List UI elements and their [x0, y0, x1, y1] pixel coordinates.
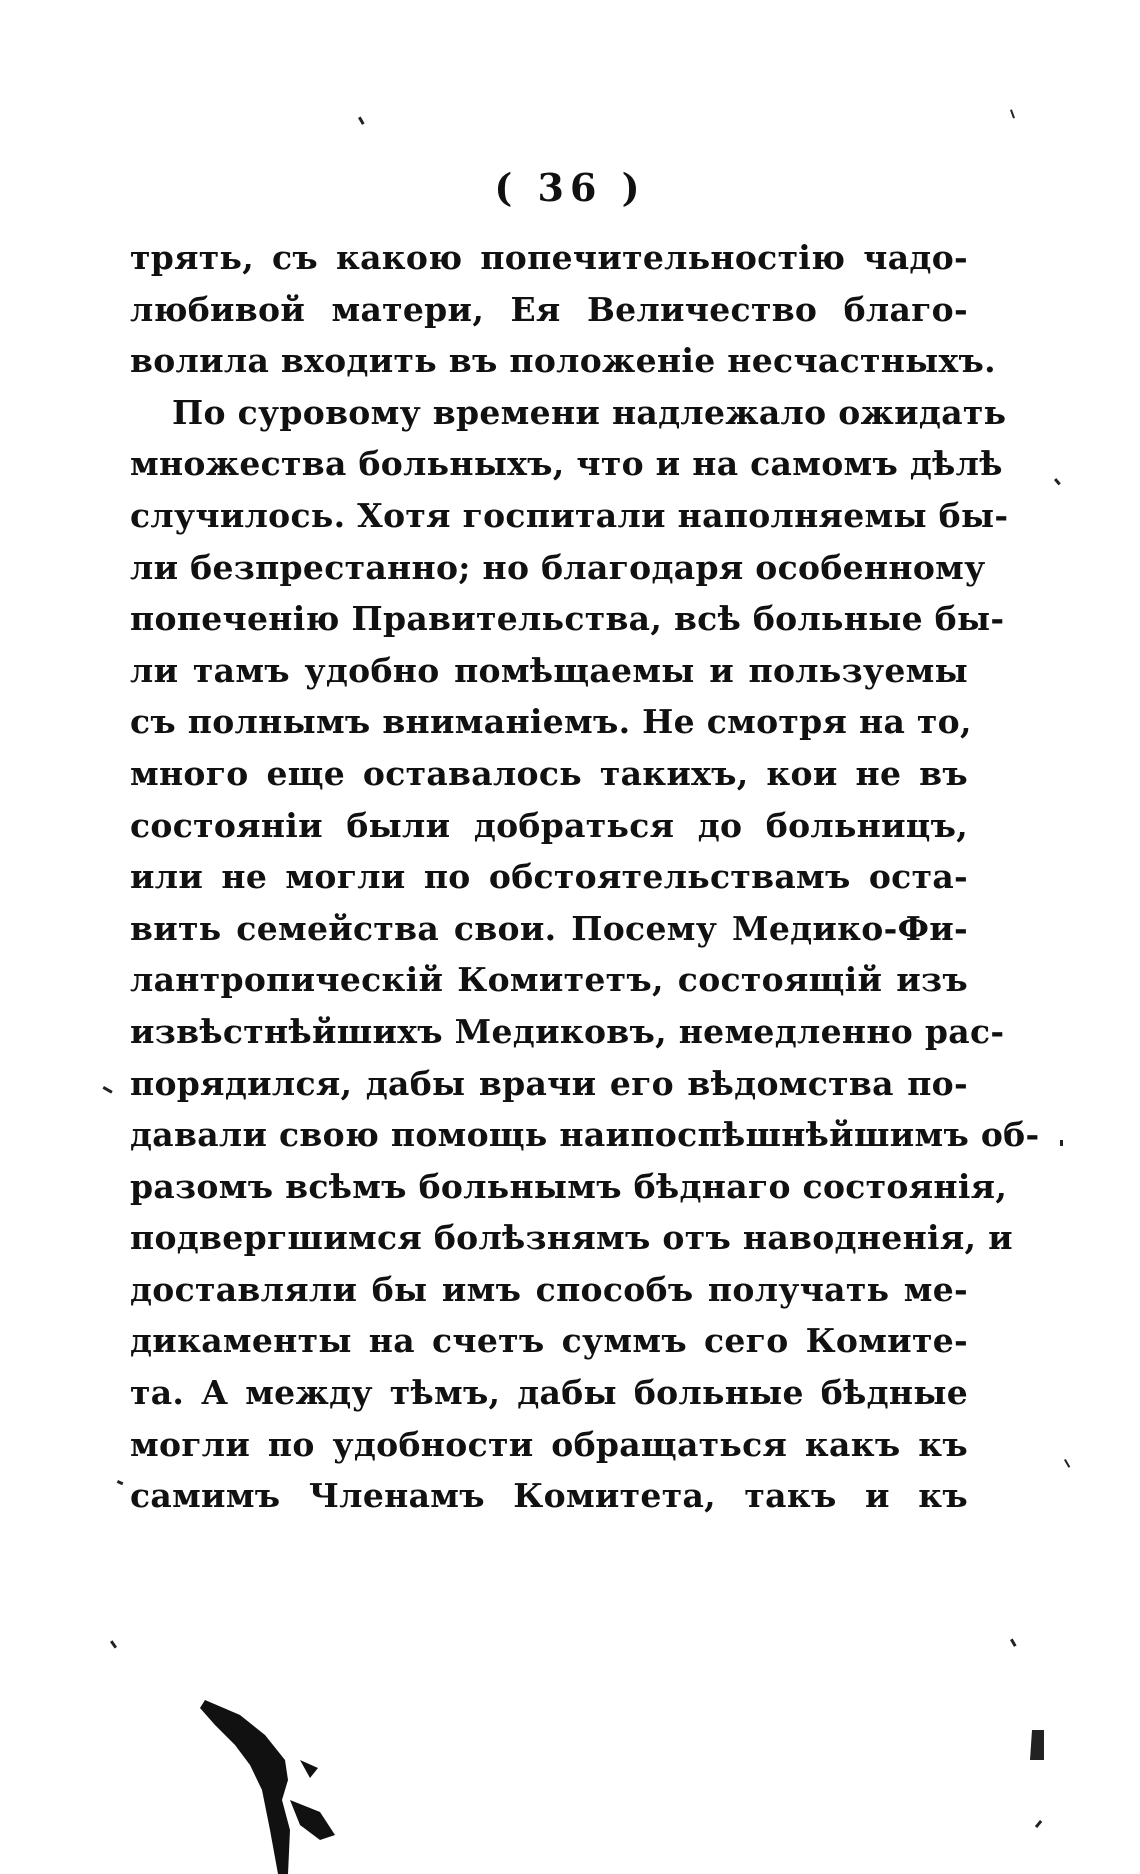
speck [1060, 1140, 1063, 1146]
text-line: извѣстнѣйшихъ Медиковъ, немедленно рас- [130, 1011, 1005, 1051]
text-line: подвергшимся болѣзнямъ отъ наводненія, и [130, 1218, 1013, 1258]
text-line: множества больныхъ, что и на самомъ дѣлѣ [130, 444, 1003, 484]
ink-blot [1030, 1730, 1044, 1760]
speck [1054, 478, 1061, 485]
text-line: лантропическій Комитетъ, состоящій изъ [130, 960, 968, 1000]
text-line: любивой матери, Ея Величество благо- [130, 289, 968, 329]
speck [358, 117, 365, 125]
speck [1035, 1820, 1042, 1828]
text-line: случилось. Хотя госпитали наполняемы бы- [130, 495, 1009, 535]
text-line: По суровому времени надлежало ожидать [172, 392, 1007, 432]
body-text [130, 232, 1040, 1522]
corner-scan-damage [200, 1700, 335, 1874]
text-line: порядился, дабы врачи его вѣдомства по- [130, 1063, 968, 1103]
speck [117, 1480, 124, 1485]
text-line: много еще оставалось такихъ, кои не въ [130, 753, 968, 793]
text-line: трять, съ какою попечительностію чадо- [130, 238, 968, 277]
text-line: разомъ всѣмъ больнымъ бѣднаго состоянія, [130, 1166, 1008, 1206]
text-line: состояніи были добраться до больницъ, [130, 805, 968, 845]
text-line: волила входить въ положеніе несчастныхъ. [130, 341, 996, 381]
speck [1010, 1639, 1017, 1647]
text-line: та. А между тѣмъ, дабы больные бѣдные [130, 1373, 968, 1413]
text-line: ли тамъ удобно помѣщаемы и пользуемы [130, 650, 968, 690]
text-line: вить семейства свои. Посему Медико-Фи- [130, 908, 968, 948]
text-line: съ полнымъ вниманіемъ. Не смотря на то, [130, 702, 972, 742]
text-line: или не могли по обстоятельствамъ оста- [130, 857, 968, 897]
text-line: самимъ Членамъ Комитета, такъ и къ [130, 1476, 968, 1516]
page-number: ( 36 ) [494, 165, 646, 210]
text-line: доставляли бы имъ способъ получать ме- [130, 1269, 968, 1309]
speck [1010, 109, 1015, 118]
text-line: могли по удобности обращаться какъ къ [130, 1424, 968, 1464]
speck [110, 1640, 117, 1648]
text-line: попеченію Правительства, всѣ больные бы- [130, 599, 1005, 639]
text-line: давали свою помощь наипоспѣшнѣйшимъ об- [130, 1115, 1040, 1155]
speck [103, 1086, 113, 1094]
text-line: дикаменты на счетъ суммъ сего Комите- [130, 1321, 968, 1361]
speck [1064, 1459, 1070, 1468]
text-line: ли безпрестанно; но благодаря особенному [130, 547, 986, 587]
